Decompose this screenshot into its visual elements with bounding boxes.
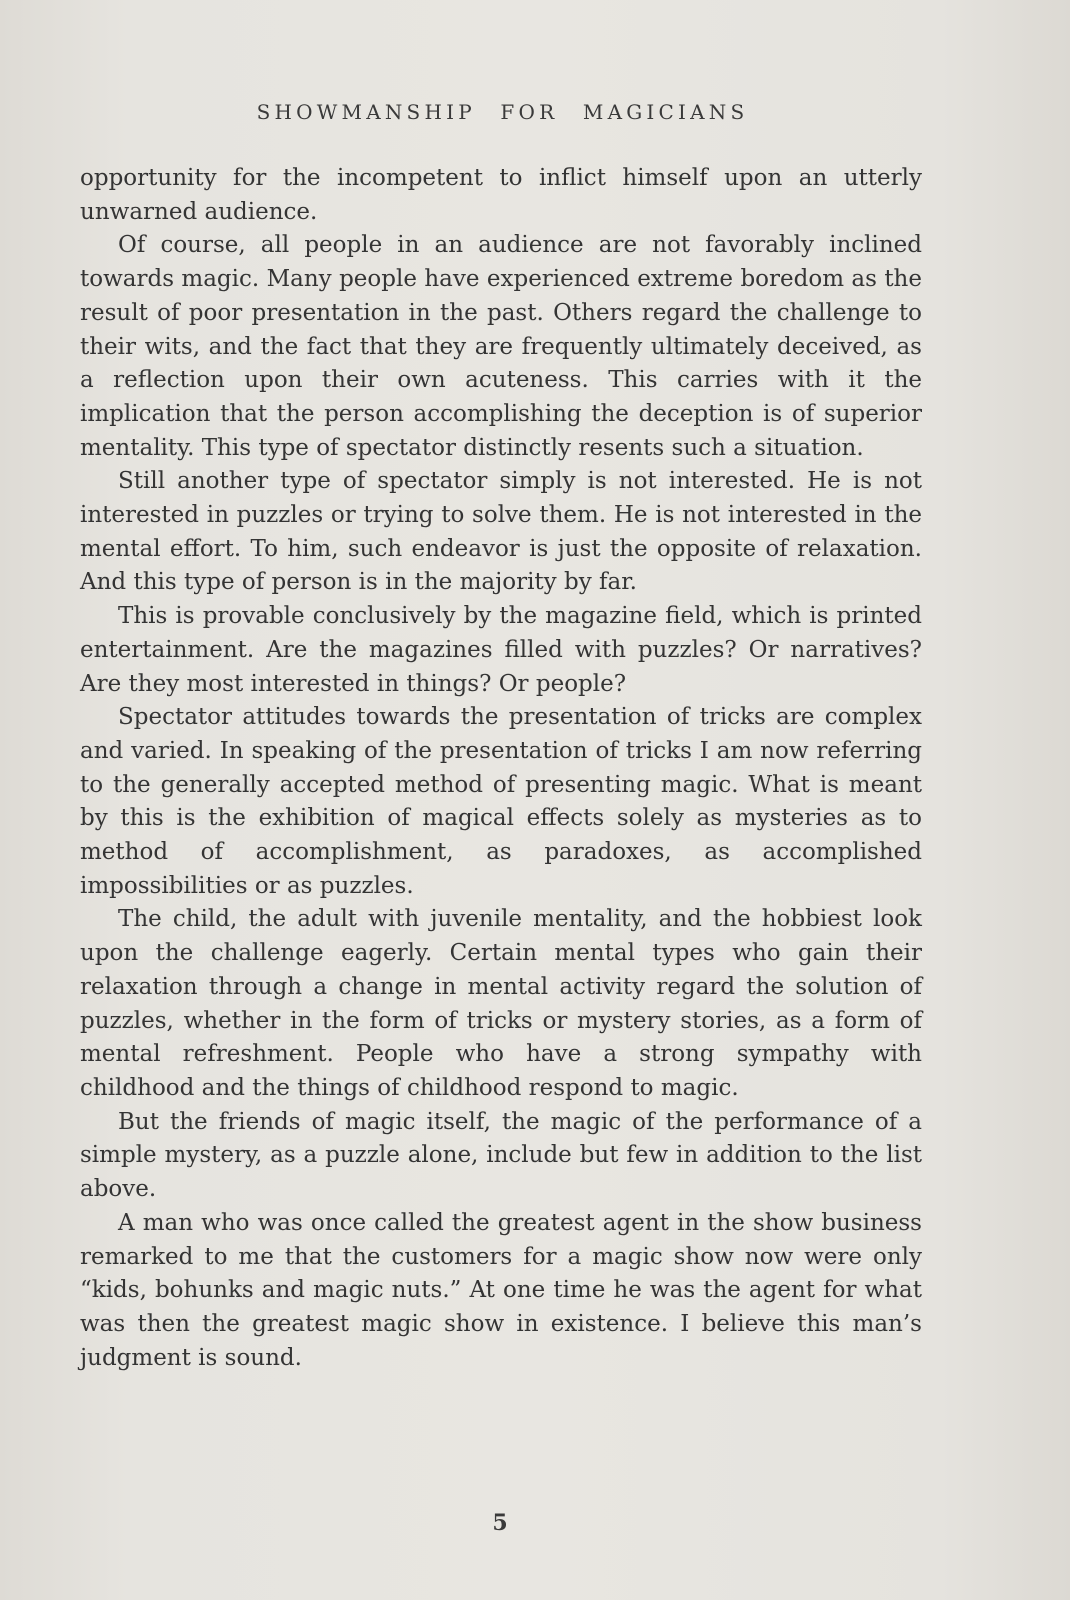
paragraph-5: Spectator attitudes towards the presentation of tricks are complex and varied. In speaking of the presentation of tricks I am now referring to the generally accepted method of presenting magic. What is meant by this is the exhibition of magical effects solely as mysteries as to method of accomplishment, as paradoxes, as accomplished impossibilities or as puzzles. bbox=[80, 704, 922, 899]
paragraph-6: The child, the adult with juvenile mentality, and the hobbiest look upon the challenge eagerly. Certain mental types who gain their relaxation through a change in mental activity regard the solution of puzzles, whether in the form of tricks or mystery stories, as a form of mental refreshment. People who have a strong sympathy with childhood and the things of childhood respond to magic. bbox=[80, 906, 922, 1101]
paragraph-1: opportunity for the incompetent to inflict himself upon an utterly unwarned audience. bbox=[80, 165, 922, 225]
page-number: 5 bbox=[492, 1510, 508, 1536]
paragraph-7: But the friends of magic itself, the magic of the performance of a simple mystery, as a puzzle alone, include but few in addition to the list above. bbox=[80, 1108, 922, 1203]
paragraph-3: Still another type of spectator simply is not interested. He is not interested in puzzles or trying to solve them. He is not interested in the mental effort. To him, such endeavor is just the opposite of relaxation. And this type of person is in the majority by far. bbox=[80, 468, 922, 596]
paragraph-4: This is provable conclusively by the magazine field, which is printed entertainment. Are the magazines filled with puzzles? Or narratives? Are they most interested in things? Or people? bbox=[80, 603, 922, 697]
paragraph-8: A man who was once called the greatest agent in the show business remarked to me that the customers for a magic show now were only “kids, bohunks and magic nuts.” At one time he was the agent for what was then the greatest magic show in existence. I believe this man’s judgment is sound. bbox=[80, 1209, 922, 1371]
body-text bbox=[80, 162, 922, 1375]
running-head: SHOWMANSHIP FOR MAGICIANS bbox=[256, 100, 749, 124]
paragraph-2: Of course, all people in an audience are not favorably inclined towards magic. Many people have experienced extreme boredom as the result of poor presentation in the past. Others regard the challenge to their wits, and the fact that they are frequently ultimately deceived, as a reflection upon their own acuteness. This carries with it the implication that the person accomplishing the deception is of superior mentality. This type of spectator distinctly resents such a situation. bbox=[80, 232, 922, 461]
